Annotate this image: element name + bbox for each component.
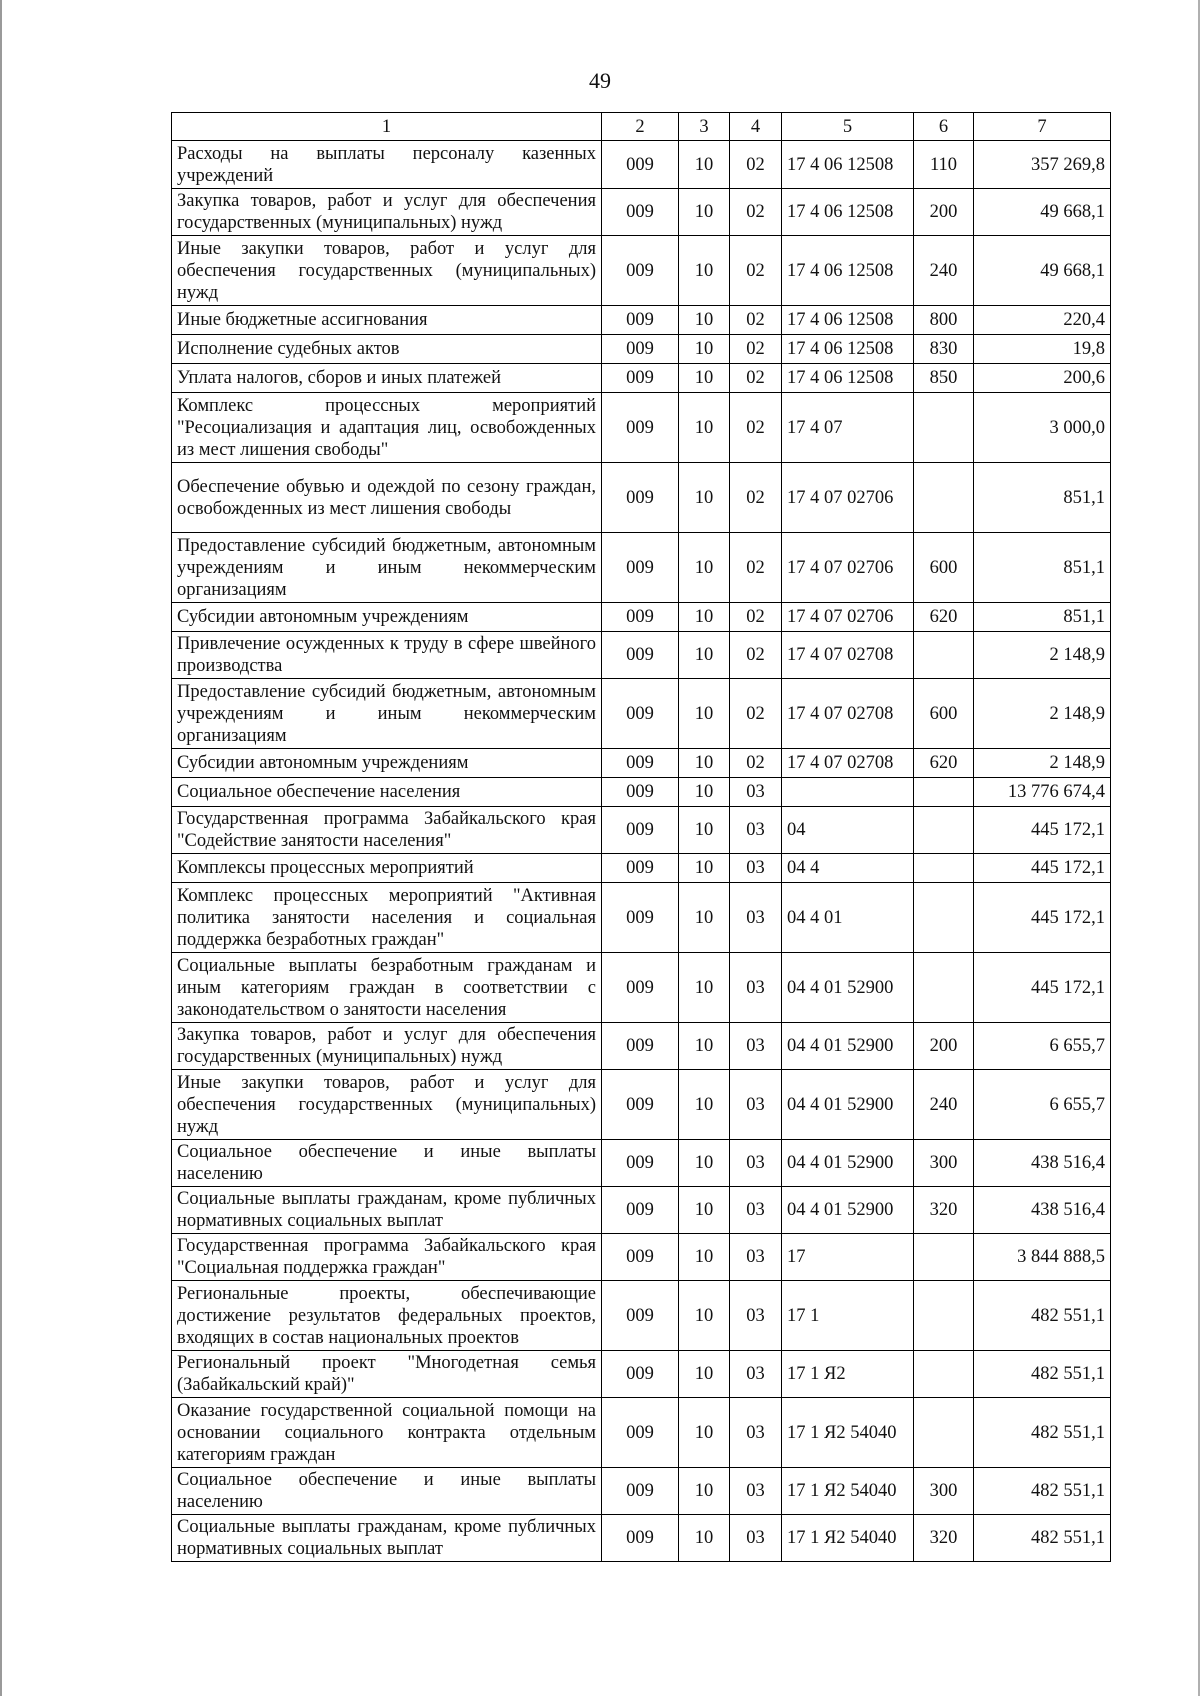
cell-section: 10	[679, 533, 730, 603]
cell-name: Региональные проекты, обеспечивающие достижение результатов федеральных проектов, входящих в состав национальных проектов	[172, 1281, 602, 1351]
cell-code: 009	[602, 306, 679, 335]
table-row	[172, 953, 1111, 1023]
cell-target	[782, 778, 914, 807]
cell-name: Комплекс процессных мероприятий "Ресоциализация и адаптация лиц, освобожденных из мест лишения свободы"	[172, 393, 602, 463]
table-row	[172, 1140, 1111, 1187]
cell-amount: 482 551,1	[974, 1398, 1111, 1468]
cell-code: 009	[602, 141, 679, 189]
cell-amount: 2 148,9	[974, 749, 1111, 778]
cell-amount: 482 551,1	[974, 1468, 1111, 1515]
cell-type: 830	[914, 335, 974, 364]
cell-subsection: 03	[730, 1398, 782, 1468]
cell-subsection: 03	[730, 1351, 782, 1398]
cell-type: 800	[914, 306, 974, 335]
cell-subsection: 03	[730, 1023, 782, 1070]
cell-code: 009	[602, 1515, 679, 1562]
cell-amount: 6 655,7	[974, 1023, 1111, 1070]
cell-code: 009	[602, 364, 679, 393]
cell-name: Предоставление субсидий бюджетным, автономным учреждениям и иным некоммерческим организациям	[172, 679, 602, 749]
cell-name: Привлечение осужденных к труду в сфере швейного производства	[172, 632, 602, 679]
cell-amount: 200,6	[974, 364, 1111, 393]
table-row	[172, 1023, 1111, 1070]
cell-subsection: 03	[730, 953, 782, 1023]
cell-section: 10	[679, 603, 730, 632]
cell-section: 10	[679, 953, 730, 1023]
cell-name: Расходы на выплаты персоналу казенных учреждений	[172, 141, 602, 189]
cell-subsection: 03	[730, 854, 782, 883]
col-header-type: 6	[914, 113, 974, 141]
cell-amount: 482 551,1	[974, 1351, 1111, 1398]
cell-target: 17 1 Я2	[782, 1351, 914, 1398]
cell-subsection: 03	[730, 1187, 782, 1234]
cell-amount: 438 516,4	[974, 1187, 1111, 1234]
cell-name: Социальные выплаты безработным гражданам и иным категориям граждан в соответствии с законодательством о занятости населения	[172, 953, 602, 1023]
cell-code: 009	[602, 1187, 679, 1234]
cell-target: 17 1 Я2 54040	[782, 1515, 914, 1562]
cell-target: 17 4 07 02708	[782, 679, 914, 749]
cell-target: 04	[782, 807, 914, 854]
cell-subsection: 03	[730, 1281, 782, 1351]
cell-name: Субсидии автономным учреждениям	[172, 749, 602, 778]
table-row	[172, 807, 1111, 854]
cell-name: Социальное обеспечение и иные выплаты населению	[172, 1468, 602, 1515]
cell-subsection: 02	[730, 306, 782, 335]
cell-type	[914, 953, 974, 1023]
cell-type	[914, 1351, 974, 1398]
cell-type: 240	[914, 1070, 974, 1140]
cell-code: 009	[602, 189, 679, 236]
cell-subsection: 03	[730, 778, 782, 807]
col-header-code: 2	[602, 113, 679, 141]
cell-type	[914, 1234, 974, 1281]
cell-name: Социальное обеспечение населения	[172, 778, 602, 807]
table-row	[172, 306, 1111, 335]
cell-type	[914, 393, 974, 463]
cell-target: 04 4	[782, 854, 914, 883]
cell-type: 300	[914, 1468, 974, 1515]
cell-type	[914, 778, 974, 807]
col-header-name: 1	[172, 113, 602, 141]
cell-code: 009	[602, 533, 679, 603]
col-header-subsection: 4	[730, 113, 782, 141]
cell-section: 10	[679, 1281, 730, 1351]
col-header-amount: 7	[974, 113, 1111, 141]
cell-section: 10	[679, 883, 730, 953]
cell-amount: 445 172,1	[974, 854, 1111, 883]
cell-section: 10	[679, 1515, 730, 1562]
cell-amount: 445 172,1	[974, 953, 1111, 1023]
cell-section: 10	[679, 807, 730, 854]
cell-section: 10	[679, 364, 730, 393]
cell-amount: 2 148,9	[974, 679, 1111, 749]
cell-subsection: 02	[730, 749, 782, 778]
table-row	[172, 1398, 1111, 1468]
cell-subsection: 02	[730, 364, 782, 393]
cell-name: Иные закупки товаров, работ и услуг для обеспечения государственных (муниципальных) нужд	[172, 236, 602, 306]
cell-section: 10	[679, 632, 730, 679]
budget-table	[171, 112, 1111, 1562]
table-row	[172, 679, 1111, 749]
cell-amount: 2 148,9	[974, 632, 1111, 679]
cell-subsection: 02	[730, 189, 782, 236]
cell-name: Социальные выплаты гражданам, кроме публичных нормативных социальных выплат	[172, 1187, 602, 1234]
cell-target: 17 4 07 02706	[782, 533, 914, 603]
table-row	[172, 854, 1111, 883]
table-header	[172, 113, 1111, 141]
cell-section: 10	[679, 749, 730, 778]
table-row	[172, 883, 1111, 953]
cell-section: 10	[679, 1023, 730, 1070]
cell-amount: 220,4	[974, 306, 1111, 335]
cell-section: 10	[679, 1351, 730, 1398]
cell-type: 110	[914, 141, 974, 189]
table-row	[172, 1515, 1111, 1562]
cell-target: 17 1 Я2 54040	[782, 1468, 914, 1515]
cell-subsection: 03	[730, 807, 782, 854]
cell-code: 009	[602, 854, 679, 883]
cell-code: 009	[602, 1234, 679, 1281]
table-row	[172, 778, 1111, 807]
cell-section: 10	[679, 189, 730, 236]
cell-subsection: 03	[730, 1515, 782, 1562]
cell-code: 009	[602, 807, 679, 854]
cell-amount: 851,1	[974, 463, 1111, 533]
cell-code: 009	[602, 335, 679, 364]
cell-target: 17 1	[782, 1281, 914, 1351]
cell-code: 009	[602, 632, 679, 679]
col-header-target: 5	[782, 113, 914, 141]
cell-subsection: 03	[730, 883, 782, 953]
cell-type: 200	[914, 1023, 974, 1070]
cell-name: Государственная программа Забайкальского края "Социальная поддержка граждан"	[172, 1234, 602, 1281]
cell-subsection: 03	[730, 1070, 782, 1140]
cell-name: Закупка товаров, работ и услуг для обеспечения государственных (муниципальных) нужд	[172, 189, 602, 236]
cell-section: 10	[679, 1187, 730, 1234]
table-row	[172, 141, 1111, 189]
cell-section: 10	[679, 1234, 730, 1281]
cell-amount: 445 172,1	[974, 883, 1111, 953]
cell-name: Уплата налогов, сборов и иных платежей	[172, 364, 602, 393]
cell-target: 04 4 01 52900	[782, 1140, 914, 1187]
cell-target: 17 4 07 02708	[782, 632, 914, 679]
cell-target: 17 4 07	[782, 393, 914, 463]
cell-amount: 13 776 674,4	[974, 778, 1111, 807]
table-row	[172, 603, 1111, 632]
cell-target: 17 4 07 02706	[782, 463, 914, 533]
cell-code: 009	[602, 393, 679, 463]
cell-code: 009	[602, 883, 679, 953]
cell-code: 009	[602, 1398, 679, 1468]
cell-type	[914, 807, 974, 854]
cell-type: 620	[914, 603, 974, 632]
cell-amount: 438 516,4	[974, 1140, 1111, 1187]
cell-code: 009	[602, 236, 679, 306]
cell-target: 17 4 06 12508	[782, 364, 914, 393]
cell-subsection: 02	[730, 335, 782, 364]
cell-type: 850	[914, 364, 974, 393]
cell-amount: 49 668,1	[974, 236, 1111, 306]
cell-section: 10	[679, 236, 730, 306]
cell-type	[914, 883, 974, 953]
table-row	[172, 463, 1111, 533]
cell-section: 10	[679, 141, 730, 189]
cell-section: 10	[679, 778, 730, 807]
cell-target: 04 4 01	[782, 883, 914, 953]
cell-section: 10	[679, 335, 730, 364]
cell-subsection: 02	[730, 393, 782, 463]
cell-amount: 357 269,8	[974, 141, 1111, 189]
table-row	[172, 632, 1111, 679]
cell-section: 10	[679, 463, 730, 533]
cell-section: 10	[679, 1070, 730, 1140]
cell-type	[914, 463, 974, 533]
cell-amount: 482 551,1	[974, 1281, 1111, 1351]
cell-target: 17	[782, 1234, 914, 1281]
cell-amount: 851,1	[974, 533, 1111, 603]
cell-type	[914, 1281, 974, 1351]
cell-target: 17 4 07 02706	[782, 603, 914, 632]
cell-target: 04 4 01 52900	[782, 1187, 914, 1234]
cell-code: 009	[602, 603, 679, 632]
table-body	[172, 141, 1111, 1562]
cell-code: 009	[602, 1468, 679, 1515]
cell-section: 10	[679, 306, 730, 335]
cell-amount: 19,8	[974, 335, 1111, 364]
cell-amount: 445 172,1	[974, 807, 1111, 854]
cell-target: 17 1 Я2 54040	[782, 1398, 914, 1468]
cell-name: Иные бюджетные ассигнования	[172, 306, 602, 335]
cell-section: 10	[679, 854, 730, 883]
cell-name: Государственная программа Забайкальского края "Содействие занятости населения"	[172, 807, 602, 854]
cell-subsection: 03	[730, 1468, 782, 1515]
cell-subsection: 03	[730, 1234, 782, 1281]
cell-code: 009	[602, 463, 679, 533]
cell-subsection: 02	[730, 236, 782, 306]
cell-target: 17 4 07 02708	[782, 749, 914, 778]
cell-section: 10	[679, 1140, 730, 1187]
cell-section: 10	[679, 679, 730, 749]
cell-target: 04 4 01 52900	[782, 1023, 914, 1070]
table-row	[172, 335, 1111, 364]
cell-subsection: 02	[730, 463, 782, 533]
cell-target: 17 4 06 12508	[782, 236, 914, 306]
cell-subsection: 02	[730, 533, 782, 603]
cell-amount: 482 551,1	[974, 1515, 1111, 1562]
cell-type: 240	[914, 236, 974, 306]
cell-target: 17 4 06 12508	[782, 306, 914, 335]
scan-left-edge	[0, 0, 2, 1696]
table-row	[172, 1351, 1111, 1398]
cell-amount: 6 655,7	[974, 1070, 1111, 1140]
header-row	[172, 113, 1111, 141]
cell-type: 600	[914, 533, 974, 603]
cell-code: 009	[602, 953, 679, 1023]
table-row	[172, 1468, 1111, 1515]
cell-name: Предоставление субсидий бюджетным, автономным учреждениям и иным некоммерческим организациям	[172, 533, 602, 603]
cell-amount: 851,1	[974, 603, 1111, 632]
table-row	[172, 1070, 1111, 1140]
cell-name: Закупка товаров, работ и услуг для обеспечения государственных (муниципальных) нужд	[172, 1023, 602, 1070]
table-row	[172, 1187, 1111, 1234]
cell-subsection: 02	[730, 141, 782, 189]
cell-section: 10	[679, 1398, 730, 1468]
cell-code: 009	[602, 1281, 679, 1351]
cell-section: 10	[679, 1468, 730, 1515]
cell-target: 04 4 01 52900	[782, 1070, 914, 1140]
cell-type: 200	[914, 189, 974, 236]
table-row	[172, 364, 1111, 393]
table-row	[172, 1234, 1111, 1281]
cell-type	[914, 632, 974, 679]
table-row	[172, 393, 1111, 463]
cell-name: Субсидии автономным учреждениям	[172, 603, 602, 632]
cell-name: Социальные выплаты гражданам, кроме публичных нормативных социальных выплат	[172, 1515, 602, 1562]
cell-subsection: 02	[730, 679, 782, 749]
cell-name: Иные закупки товаров, работ и услуг для обеспечения государственных (муниципальных) нужд	[172, 1070, 602, 1140]
cell-target: 17 4 06 12508	[782, 141, 914, 189]
cell-name: Региональный проект "Многодетная семья (Забайкальский край)"	[172, 1351, 602, 1398]
cell-subsection: 03	[730, 1140, 782, 1187]
cell-target: 17 4 06 12508	[782, 335, 914, 364]
cell-name: Исполнение судебных актов	[172, 335, 602, 364]
cell-type: 620	[914, 749, 974, 778]
cell-type: 320	[914, 1515, 974, 1562]
cell-name: Оказание государственной социальной помощи на основании социального контракта отдельным категориям граждан	[172, 1398, 602, 1468]
page-number: 49	[589, 68, 611, 93]
cell-target: 17 4 06 12508	[782, 189, 914, 236]
cell-type: 600	[914, 679, 974, 749]
table-row	[172, 1281, 1111, 1351]
cell-code: 009	[602, 749, 679, 778]
table-row	[172, 749, 1111, 778]
cell-name: Обеспечение обувью и одеждой по сезону граждан, освобожденных из мест лишения свободы	[172, 463, 602, 533]
cell-code: 009	[602, 1023, 679, 1070]
cell-amount: 3 844 888,5	[974, 1234, 1111, 1281]
table-row	[172, 236, 1111, 306]
cell-type	[914, 1398, 974, 1468]
cell-name: Комплексы процессных мероприятий	[172, 854, 602, 883]
cell-name: Комплекс процессных мероприятий "Активная политика занятости населения и социальная поддержка безработных граждан"	[172, 883, 602, 953]
cell-code: 009	[602, 1070, 679, 1140]
table-row	[172, 189, 1111, 236]
cell-code: 009	[602, 1140, 679, 1187]
cell-section: 10	[679, 393, 730, 463]
cell-type: 300	[914, 1140, 974, 1187]
col-header-section: 3	[679, 113, 730, 141]
cell-subsection: 02	[730, 603, 782, 632]
cell-target: 04 4 01 52900	[782, 953, 914, 1023]
cell-amount: 3 000,0	[974, 393, 1111, 463]
cell-subsection: 02	[730, 632, 782, 679]
cell-name: Социальное обеспечение и иные выплаты населению	[172, 1140, 602, 1187]
cell-amount: 49 668,1	[974, 189, 1111, 236]
table-row	[172, 533, 1111, 603]
cell-type: 320	[914, 1187, 974, 1234]
cell-code: 009	[602, 679, 679, 749]
cell-type	[914, 854, 974, 883]
cell-code: 009	[602, 1351, 679, 1398]
cell-code: 009	[602, 778, 679, 807]
